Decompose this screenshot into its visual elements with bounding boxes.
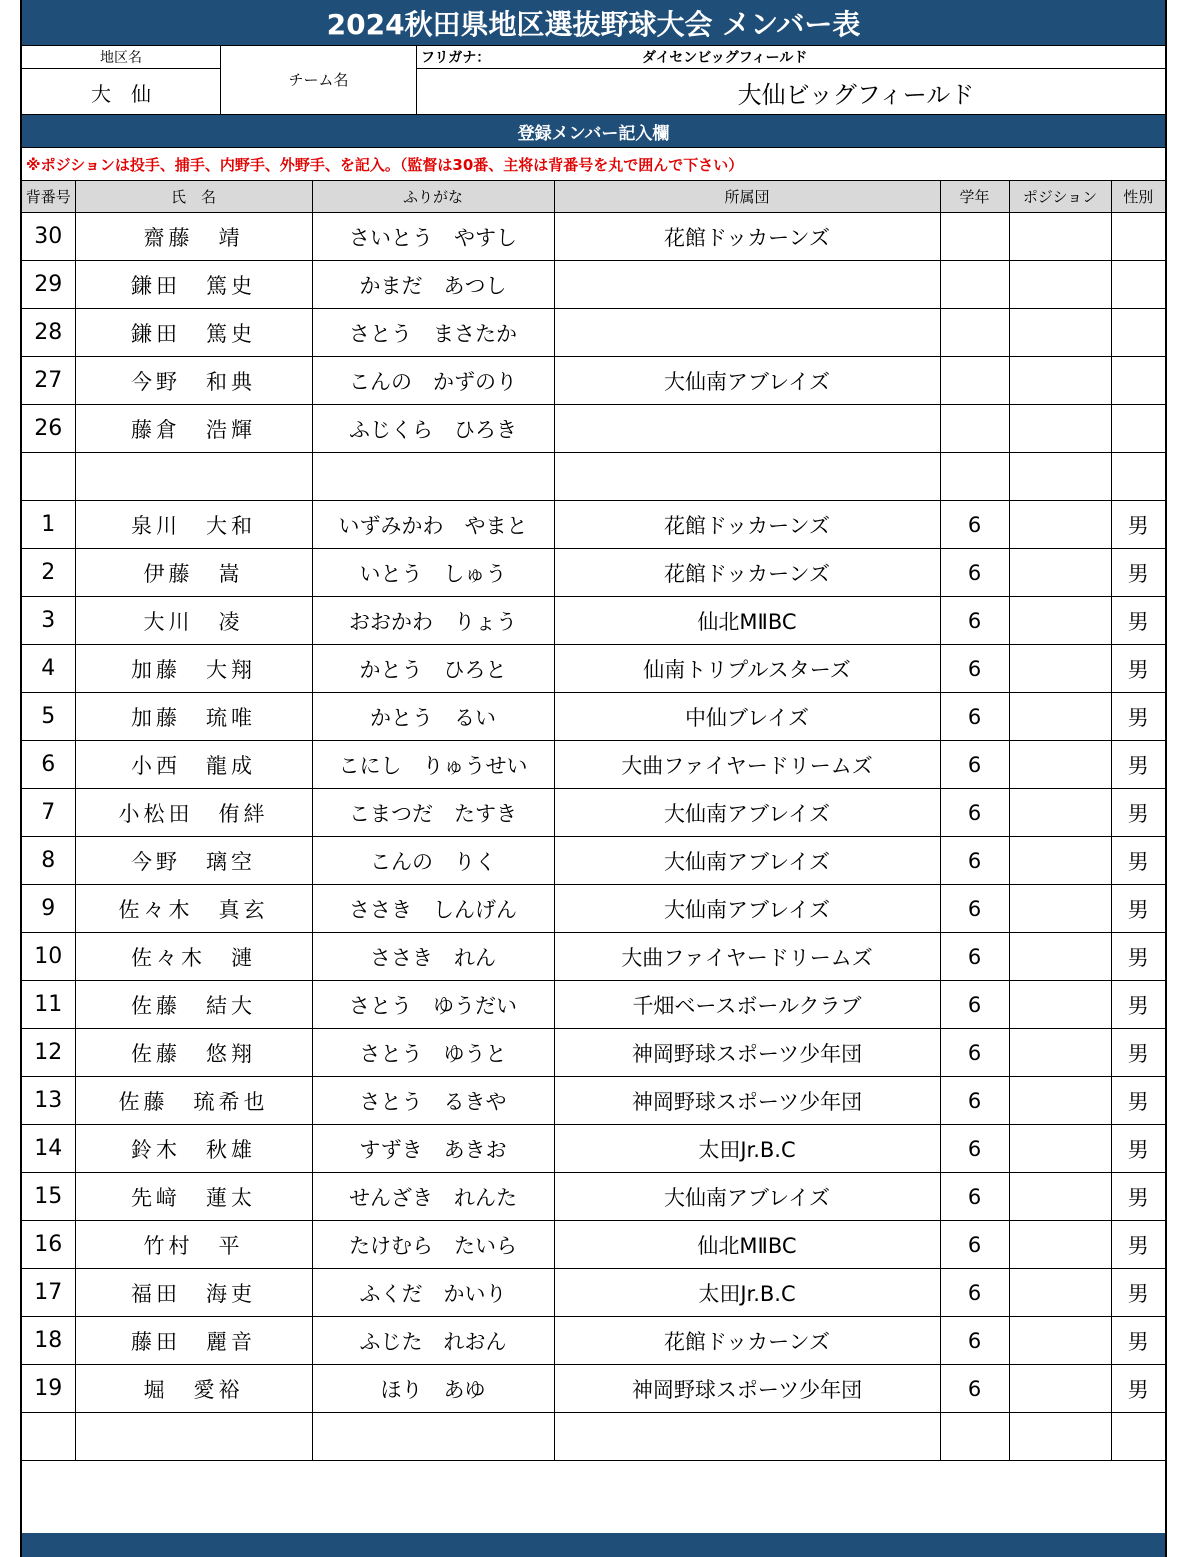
cell-gender: 男 (1111, 501, 1165, 549)
cell-furigana: こんの りく (312, 837, 554, 885)
cell-grade: 6 (940, 1317, 1009, 1365)
cell-furigana: こにし りゅうせい (312, 741, 554, 789)
cell-number: 10 (22, 933, 75, 981)
cell-team: 神岡野球スポーツ少年団 (554, 1077, 940, 1125)
cell-gender: 男 (1111, 1077, 1165, 1125)
col-position: ポジション (1009, 181, 1111, 213)
cell-number: 18 (22, 1317, 75, 1365)
member-sheet (20, 0, 1167, 1557)
cell-position (1009, 837, 1111, 885)
table-row (22, 405, 1165, 453)
cell-position (1009, 981, 1111, 1029)
cell-gender: 男 (1111, 741, 1165, 789)
cell-number: 4 (22, 645, 75, 693)
cell-position (1009, 741, 1111, 789)
cell-gender: 男 (1111, 549, 1165, 597)
cell-gender (1111, 309, 1165, 357)
cell-gender: 男 (1111, 981, 1165, 1029)
cell-team: 大仙南アブレイズ (554, 1173, 940, 1221)
cell-name: 佐々木 漣 (75, 933, 312, 981)
cell-number: 12 (22, 1029, 75, 1077)
cell-grade (940, 213, 1009, 261)
cell-gender (1111, 357, 1165, 405)
team-name-value: 大仙ビッグフィールド (737, 80, 975, 109)
cell-position (1009, 1029, 1111, 1077)
table-row (22, 501, 1165, 549)
cell-name: 先﨑 蓮太 (75, 1173, 312, 1221)
cell-position (1009, 693, 1111, 741)
table-row (22, 693, 1165, 741)
cell-team: 大仙南アブレイズ (554, 789, 940, 837)
cell-gender: 男 (1111, 933, 1165, 981)
col-name: 氏 名 (75, 181, 312, 213)
table-row (22, 885, 1165, 933)
column-header-row (22, 181, 1165, 213)
cell-furigana: さとう まさたか (312, 309, 554, 357)
cell-name: 佐藤 琉希也 (75, 1077, 312, 1125)
cell-name: 鈴木 秋雄 (75, 1125, 312, 1173)
cell-name: 伊藤 嵩 (75, 549, 312, 597)
table-row (22, 357, 1165, 405)
cell-gender: 男 (1111, 885, 1165, 933)
cell-grade: 6 (940, 1269, 1009, 1317)
cell-name: 鎌田 篤史 (75, 309, 312, 357)
cell-number: 1 (22, 501, 75, 549)
table-row (22, 1077, 1165, 1125)
cell-team: 花館ドッカーンズ (554, 213, 940, 261)
section-header: 登録メンバー記入欄 (22, 114, 1165, 147)
cell-grade: 6 (940, 981, 1009, 1029)
cell-furigana: ほり あゆ (312, 1365, 554, 1413)
cell-furigana: こんの かずのり (312, 357, 554, 405)
cell-name: 加藤 大翔 (75, 645, 312, 693)
cell-grade (940, 405, 1009, 453)
cell-grade (940, 1413, 1009, 1461)
table-row (22, 933, 1165, 981)
cell-number: 16 (22, 1221, 75, 1269)
cell-number: 17 (22, 1269, 75, 1317)
cell-team: 大仙南アブレイズ (554, 885, 940, 933)
col-number: 背番号 (22, 181, 75, 213)
cell-team: 仙北MⅡBC (554, 597, 940, 645)
cell-position (1009, 405, 1111, 453)
cell-team: 千畑ベースボールクラブ (554, 981, 940, 1029)
cell-furigana: ふじくら ひろき (312, 405, 554, 453)
cell-name: 佐藤 悠翔 (75, 1029, 312, 1077)
cell-furigana: かとう ひろと (312, 645, 554, 693)
cell-furigana: さとう ゆうだい (312, 981, 554, 1029)
cell-position (1009, 501, 1111, 549)
cell-grade: 6 (940, 549, 1009, 597)
cell-gender: 男 (1111, 1173, 1165, 1221)
table-row (22, 837, 1165, 885)
table-row (22, 1125, 1165, 1173)
cell-name: 大川 凌 (75, 597, 312, 645)
cell-team (554, 453, 940, 501)
cell-gender (1111, 405, 1165, 453)
cell-gender: 男 (1111, 1221, 1165, 1269)
cell-number (22, 453, 75, 501)
cell-team: 花館ドッカーンズ (554, 549, 940, 597)
cell-name: 齋藤 靖 (75, 213, 312, 261)
team-info-block (22, 45, 1165, 114)
cell-name: 藤倉 浩輝 (75, 405, 312, 453)
cell-grade: 6 (940, 1173, 1009, 1221)
table-row (22, 309, 1165, 357)
cell-position (1009, 1125, 1111, 1173)
cell-furigana: ふくだ かいり (312, 1269, 554, 1317)
cell-position (1009, 309, 1111, 357)
cell-grade (940, 261, 1009, 309)
cell-number: 13 (22, 1077, 75, 1125)
cell-grade: 6 (940, 501, 1009, 549)
cell-furigana: こまつだ たすき (312, 789, 554, 837)
cell-grade: 6 (940, 933, 1009, 981)
table-row (22, 213, 1165, 261)
cell-position (1009, 1365, 1111, 1413)
cell-position (1009, 1413, 1111, 1461)
cell-gender: 男 (1111, 645, 1165, 693)
cell-team (554, 309, 940, 357)
cell-gender (1111, 213, 1165, 261)
cell-name: 藤田 麗音 (75, 1317, 312, 1365)
member-rows (22, 213, 1165, 1461)
cell-grade: 6 (940, 693, 1009, 741)
table-row (22, 741, 1165, 789)
cell-team: 太田Jr.B.C (554, 1269, 940, 1317)
cell-furigana: ささき しんげん (312, 885, 554, 933)
cell-furigana: いずみかわ やまと (312, 501, 554, 549)
cell-furigana: ふじた れおん (312, 1317, 554, 1365)
cell-gender (1111, 261, 1165, 309)
table-row (22, 1317, 1165, 1365)
cell-grade (940, 453, 1009, 501)
table-row (22, 1413, 1165, 1461)
table-row (22, 453, 1165, 501)
cell-number: 29 (22, 261, 75, 309)
cell-gender: 男 (1111, 1125, 1165, 1173)
cell-team: 中仙ブレイズ (554, 693, 940, 741)
cell-number: 14 (22, 1125, 75, 1173)
cell-name: 小西 龍成 (75, 741, 312, 789)
cell-name: 加藤 琉唯 (75, 693, 312, 741)
cell-grade: 6 (940, 597, 1009, 645)
cell-furigana: かまだ あつし (312, 261, 554, 309)
cell-name: 佐藤 結大 (75, 981, 312, 1029)
cell-team: 花館ドッカーンズ (554, 501, 940, 549)
table-row (22, 1221, 1165, 1269)
cell-name: 福田 海吏 (75, 1269, 312, 1317)
table-row (22, 1029, 1165, 1077)
cell-position (1009, 1221, 1111, 1269)
cell-number: 5 (22, 693, 75, 741)
table-row (22, 981, 1165, 1029)
cell-position (1009, 933, 1111, 981)
cell-position (1009, 261, 1111, 309)
team-label: チーム名 (288, 71, 349, 89)
cell-team: 太田Jr.B.C (554, 1125, 940, 1173)
cell-number: 7 (22, 789, 75, 837)
cell-furigana (312, 1413, 554, 1461)
cell-number: 6 (22, 741, 75, 789)
cell-team: 神岡野球スポーツ少年団 (554, 1365, 940, 1413)
cell-gender (1111, 453, 1165, 501)
cell-grade: 6 (940, 885, 1009, 933)
cell-gender: 男 (1111, 1317, 1165, 1365)
cell-number: 28 (22, 309, 75, 357)
cell-number: 19 (22, 1365, 75, 1413)
cell-number: 26 (22, 405, 75, 453)
col-gender: 性別 (1111, 181, 1165, 213)
district-label: 地区名 (100, 50, 142, 66)
cell-name: 堀 愛裕 (75, 1365, 312, 1413)
table-row (22, 1269, 1165, 1317)
cell-number: 2 (22, 549, 75, 597)
cell-position (1009, 357, 1111, 405)
cell-team: 大仙南アブレイズ (554, 837, 940, 885)
table-row (22, 1173, 1165, 1221)
cell-team: 神岡野球スポーツ少年団 (554, 1029, 940, 1077)
col-team: 所属団 (554, 181, 940, 213)
table-row (22, 1365, 1165, 1413)
cell-team: 仙南トリプルスターズ (554, 645, 940, 693)
cell-position (1009, 549, 1111, 597)
cell-furigana: すずき あきお (312, 1125, 554, 1173)
furigana-label: フリガナ： (421, 50, 491, 66)
cell-grade (940, 309, 1009, 357)
table-row (22, 789, 1165, 837)
cell-gender: 男 (1111, 837, 1165, 885)
cell-furigana: さとう ゆうと (312, 1029, 554, 1077)
cell-grade: 6 (940, 741, 1009, 789)
cell-grade: 6 (940, 789, 1009, 837)
cell-position (1009, 1173, 1111, 1221)
district-value: 大 仙 (91, 81, 151, 106)
cell-number: 27 (22, 357, 75, 405)
cell-position (1009, 213, 1111, 261)
cell-position (1009, 1317, 1111, 1365)
cell-number: 15 (22, 1173, 75, 1221)
cell-name: 鎌田 篤史 (75, 261, 312, 309)
cell-team: 仙北MⅡBC (554, 1221, 940, 1269)
cell-gender: 男 (1111, 789, 1165, 837)
col-grade: 学年 (940, 181, 1009, 213)
cell-name (75, 1413, 312, 1461)
cell-furigana: さいとう やすし (312, 213, 554, 261)
cell-team: 大曲ファイヤードリームズ (554, 741, 940, 789)
cell-team: 大曲ファイヤードリームズ (554, 933, 940, 981)
cell-gender: 男 (1111, 1365, 1165, 1413)
cell-grade (940, 357, 1009, 405)
cell-number: 30 (22, 213, 75, 261)
cell-position (1009, 453, 1111, 501)
cell-furigana: ささき れん (312, 933, 554, 981)
furigana-value: ダイセンビッグフィールド (642, 50, 808, 66)
cell-number: 11 (22, 981, 75, 1029)
cell-gender: 男 (1111, 1269, 1165, 1317)
cell-position (1009, 885, 1111, 933)
cell-number: 3 (22, 597, 75, 645)
cell-position (1009, 597, 1111, 645)
table-row (22, 261, 1165, 309)
cell-name: 小松田 侑絆 (75, 789, 312, 837)
table-row (22, 549, 1165, 597)
cell-gender: 男 (1111, 597, 1165, 645)
cell-number (22, 1413, 75, 1461)
cell-team (554, 405, 940, 453)
cell-number: 8 (22, 837, 75, 885)
cell-position (1009, 1269, 1111, 1317)
cell-team (554, 1413, 940, 1461)
cell-furigana: いとう しゅう (312, 549, 554, 597)
cell-name: 今野 璃空 (75, 837, 312, 885)
cell-name: 泉川 大和 (75, 501, 312, 549)
cell-grade: 6 (940, 1125, 1009, 1173)
cell-name (75, 453, 312, 501)
cell-furigana: おおかわ りょう (312, 597, 554, 645)
cell-team (554, 261, 940, 309)
cell-grade: 6 (940, 837, 1009, 885)
footer-bar (22, 1533, 1165, 1557)
cell-gender: 男 (1111, 693, 1165, 741)
cell-grade: 6 (940, 1077, 1009, 1125)
cell-grade: 6 (940, 645, 1009, 693)
cell-furigana (312, 453, 554, 501)
cell-position (1009, 789, 1111, 837)
cell-grade: 6 (940, 1221, 1009, 1269)
cell-gender: 男 (1111, 1029, 1165, 1077)
cell-gender (1111, 1413, 1165, 1461)
cell-name: 竹村 平 (75, 1221, 312, 1269)
table-row (22, 645, 1165, 693)
document-title: 2024秋田県地区選抜野球大会 メンバー表 (22, 0, 1165, 45)
cell-name: 佐々木 真玄 (75, 885, 312, 933)
instruction-note: ※ポジションは投手、捕手、内野手、外野手、を記入。（監督は30番、主将は背番号を丸で囲んで下さい） (22, 147, 1165, 180)
cell-name: 今野 和典 (75, 357, 312, 405)
member-table (22, 180, 1165, 1461)
cell-furigana: せんざき れんた (312, 1173, 554, 1221)
cell-furigana: かとう るい (312, 693, 554, 741)
cell-team: 大仙南アブレイズ (554, 357, 940, 405)
cell-position (1009, 1077, 1111, 1125)
cell-furigana: さとう るきや (312, 1077, 554, 1125)
col-furigana: ふりがな (312, 181, 554, 213)
cell-grade: 6 (940, 1029, 1009, 1077)
cell-team: 花館ドッカーンズ (554, 1317, 940, 1365)
table-row (22, 597, 1165, 645)
cell-number: 9 (22, 885, 75, 933)
cell-furigana: たけむら たいら (312, 1221, 554, 1269)
cell-grade: 6 (940, 1365, 1009, 1413)
cell-position (1009, 645, 1111, 693)
